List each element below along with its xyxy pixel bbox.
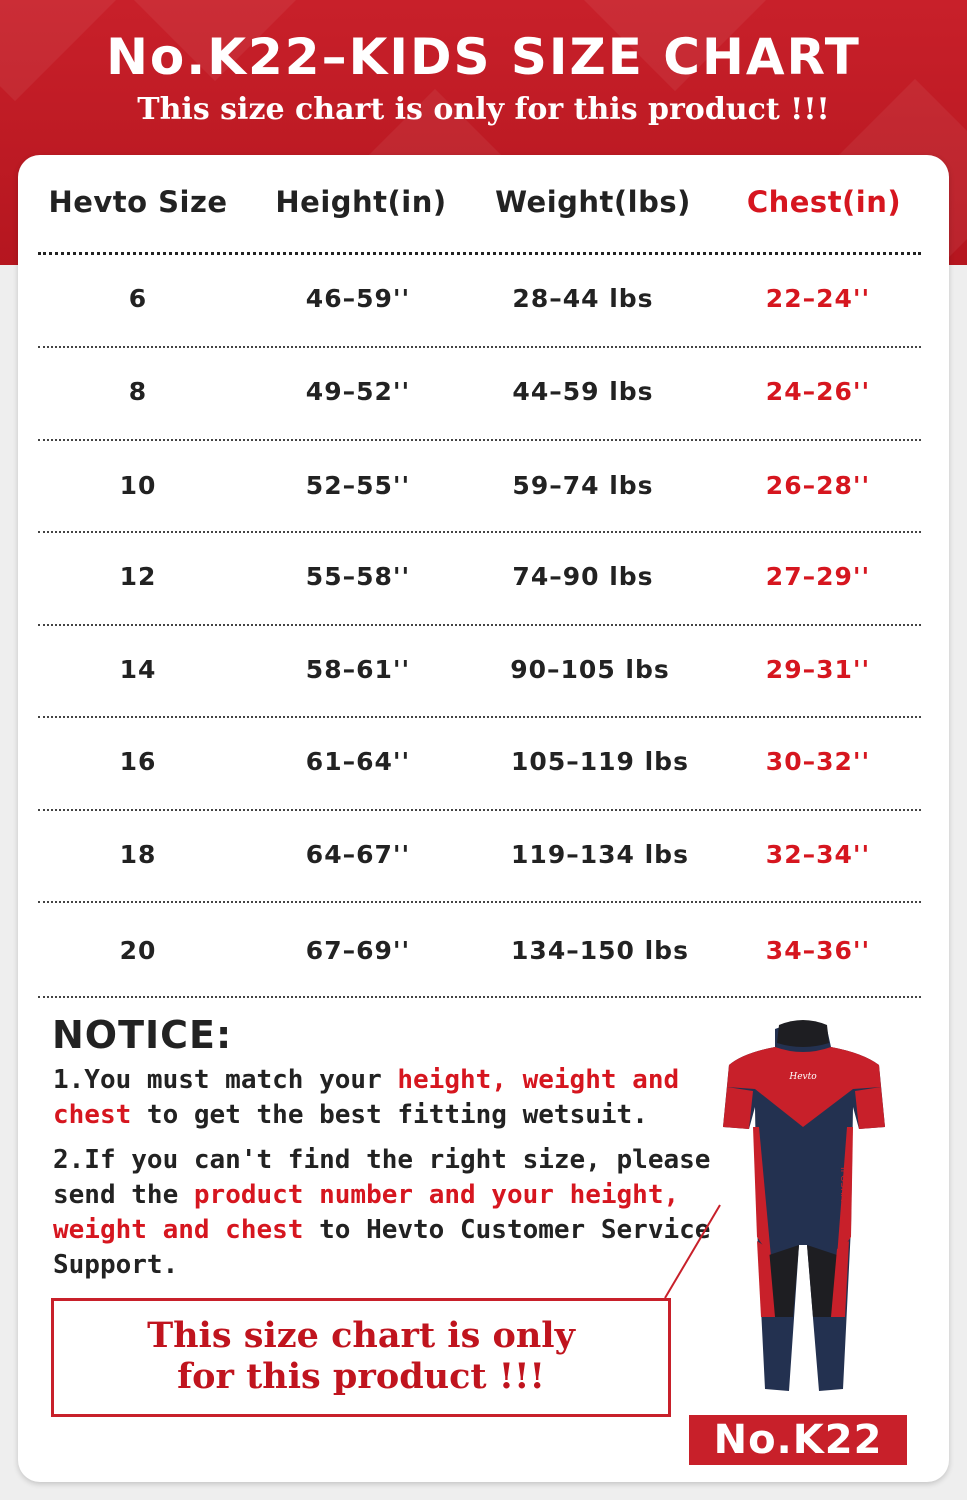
page-subtitle: This size chart is only for this product !!! [137, 92, 830, 127]
size-cell: 8 [128, 377, 148, 406]
height-cell: 52–55'' [305, 471, 411, 500]
header-divider [38, 252, 921, 255]
chest-cell: 27–29'' [765, 562, 871, 591]
size-cell: 6 [128, 284, 148, 313]
row-divider [38, 716, 921, 718]
weight-cell: 119–134 lbs [511, 840, 689, 869]
chest-cell: 34–36'' [765, 936, 871, 965]
notice-text: send the [53, 1180, 194, 1210]
notice-highlight: chest [53, 1100, 132, 1130]
column-header-size: Hevto Size [48, 185, 228, 219]
size-cell: 12 [119, 562, 157, 591]
chest-cell: 22–24'' [765, 284, 871, 313]
page-title: No.K22–KIDS SIZE CHART [106, 28, 861, 86]
size-cell: 14 [119, 655, 157, 684]
row-divider [38, 901, 921, 903]
row-divider [38, 624, 921, 626]
notice-item-2 [53, 1143, 733, 1283]
size-cell: 16 [119, 747, 157, 776]
notice-text: to Hevto Customer Service [303, 1215, 711, 1245]
weight-cell: 90–105 lbs [510, 655, 670, 684]
row-divider [38, 439, 921, 441]
size-cell: 10 [119, 471, 157, 500]
notice-text: 1.You must match your [53, 1065, 398, 1095]
notice-highlight: product number and your height, [193, 1180, 680, 1210]
product-number-badge: No.K22 [689, 1415, 907, 1465]
notice-highlight: weight and chest [53, 1215, 304, 1245]
warning-box [51, 1298, 671, 1417]
weight-cell: 44–59 lbs [512, 377, 654, 406]
suit-logo-text: Hevto [789, 1072, 817, 1082]
weight-cell: 28–44 lbs [512, 284, 654, 313]
chest-cell: 32–34'' [765, 840, 871, 869]
height-cell: 64–67'' [305, 840, 411, 869]
suit-side-text: II·OSHA [838, 1167, 848, 1201]
height-cell: 61–64'' [305, 747, 411, 776]
notice-text: to get the best fitting wetsuit. [131, 1100, 648, 1130]
chest-cell: 26–28'' [765, 471, 871, 500]
wetsuit-image [713, 1017, 893, 1402]
height-cell: 46–59'' [305, 284, 411, 313]
chest-cell: 24–26'' [765, 377, 871, 406]
row-divider [38, 996, 921, 998]
notice-highlight: height, weight and [397, 1065, 680, 1095]
column-header-chest: Chest(in) [746, 185, 902, 219]
size-cell: 20 [119, 936, 157, 965]
row-divider [38, 809, 921, 811]
warning-line-2: for this product !!! [177, 1356, 545, 1397]
weight-cell: 105–119 lbs [511, 747, 689, 776]
notice-item-1 [53, 1063, 733, 1133]
chest-cell: 30–32'' [765, 747, 871, 776]
notice-title: NOTICE: [52, 1013, 233, 1057]
size-cell: 18 [119, 840, 157, 869]
weight-cell: 134–150 lbs [511, 936, 689, 965]
height-cell: 58–61'' [305, 655, 411, 684]
height-cell: 49–52'' [305, 377, 411, 406]
height-cell: 67–69'' [305, 936, 411, 965]
warning-line-1: This size chart is only [147, 1315, 575, 1356]
height-cell: 55–58'' [305, 562, 411, 591]
notice-text: Support. [53, 1250, 179, 1280]
column-header-height: Height(in) [275, 185, 447, 219]
weight-cell: 59–74 lbs [512, 471, 654, 500]
row-divider [38, 531, 921, 533]
row-divider [38, 346, 921, 348]
notice-text: 2.If you can't find the right size, please [53, 1145, 711, 1175]
chest-cell: 29–31'' [765, 655, 871, 684]
size-chart-card [18, 155, 949, 1482]
weight-cell: 74–90 lbs [512, 562, 654, 591]
column-header-weight: Weight(lbs) [495, 185, 691, 219]
